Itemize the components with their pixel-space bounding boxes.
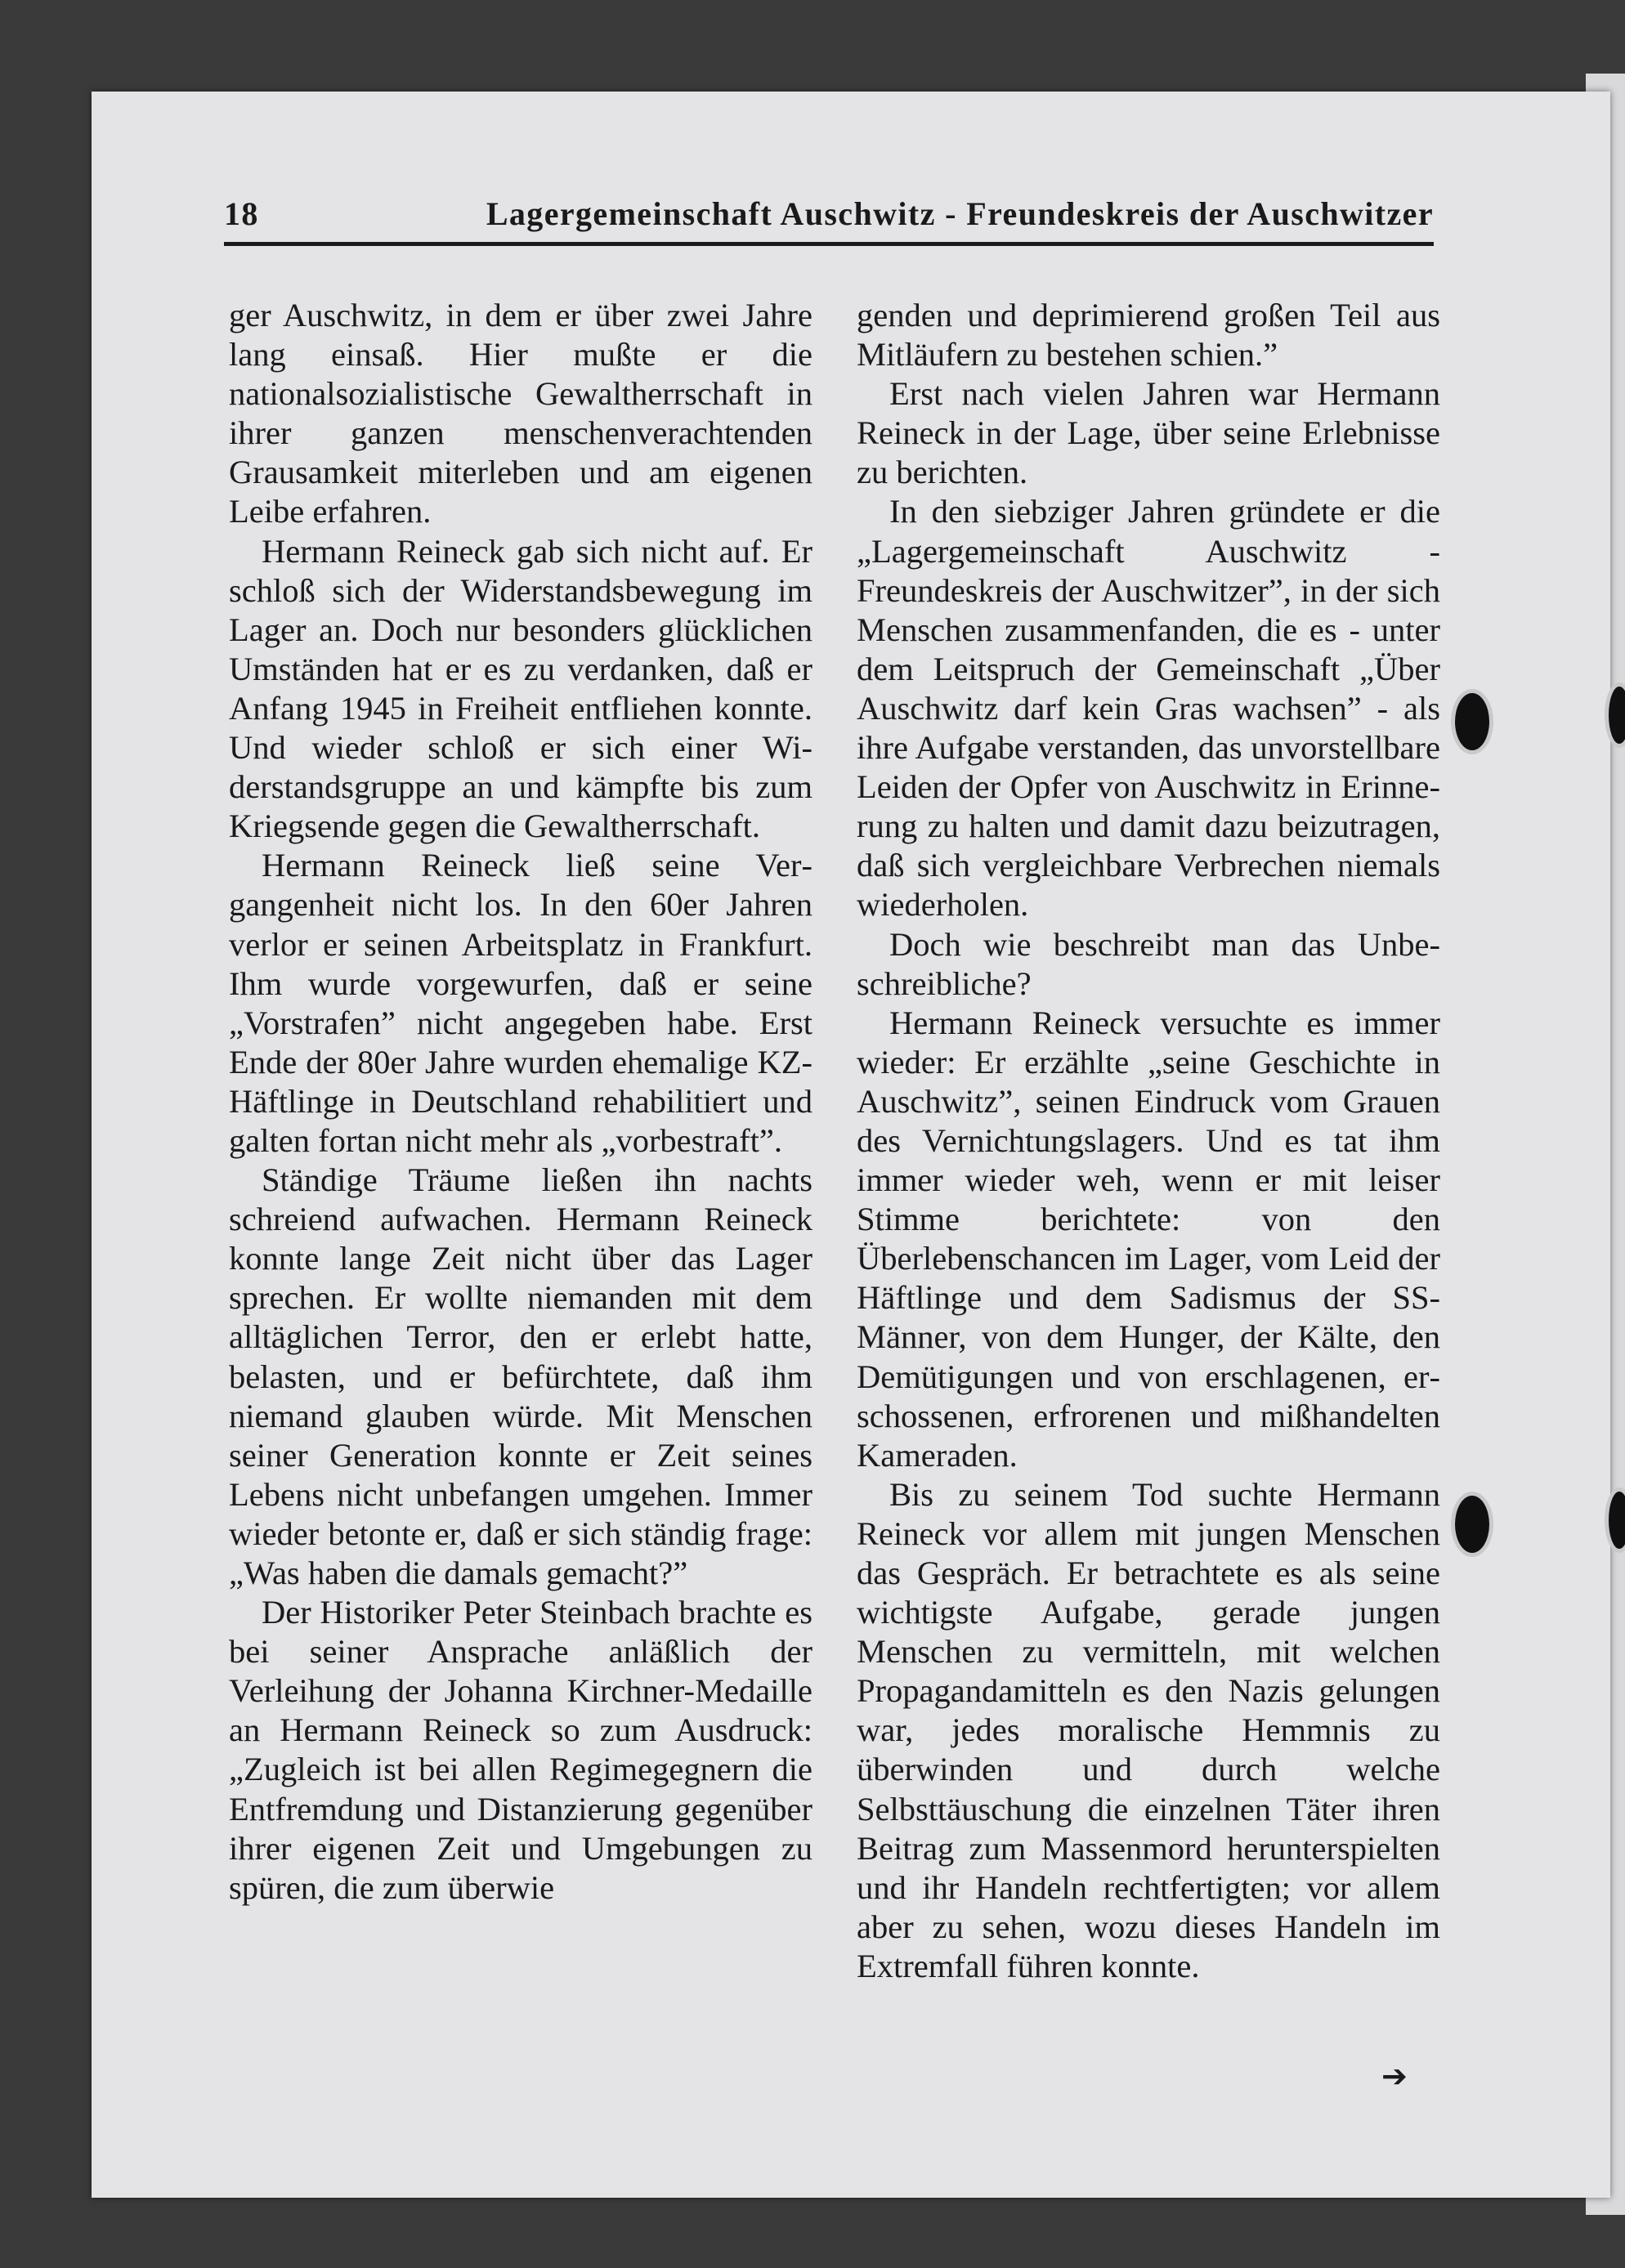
- paragraph: Ständige Träume ließen ihn nachts schreiend aufwachen. Hermann Reineck konnte lange Zeit nicht über das Lager sprechen. Er wollte niemanden mit dem alltäglichen Terror, den er erlebt hatte, belasten, und er befürchtete, daß ihm niemand glauben würde. Mit Menschen seiner Generation konnte er Zeit seines Lebens nicht unbefangen umgehen. Immer wieder betonte er, daß er sich ständig frage: „Was haben die damals gemacht?”: [229, 1161, 812, 1591]
- paragraph: Hermann Reineck gab sich nicht auf. Er schloß sich der Widerstandsbewegung im Lager an. Doch nur besonders glücklichen Umständen hat er es zu verdanken, daß er Anfang 1945 in Freiheit entfliehen konnte. Und wieder schloß er sich einer Widerstandsgruppe an und kämpfte bis zum Kriegsende gegen die Gewaltherrschaft.: [229, 532, 812, 845]
- paragraph: Erst nach vielen Jahren war Hermann Reineck in der Lage, über seine Erlebnisse zu berichten.: [857, 375, 1440, 491]
- continuation-arrow-icon: ➔: [1381, 2058, 1408, 2094]
- paragraph: Hermann Reineck versuchte es immer wieder: Er erzählte „seine Geschichte in Auschwitz”, seinen Eindruck vom Grauen des Vernichtungslagers. Und es tat ihm immer wieder weh, wenn er mit leiser Stimme berichtete: von den Überlebenschancen im Lager, vom Leid der Häftlinge und dem Sadismus der SS-Männer, von dem Hunger, der Kälte, den Demütigungen und von erschlagenen, erschossenen, erfrorenen und mißhandelten Kameraden.: [857, 1004, 1440, 1474]
- paragraph: Der Historiker Peter Steinbach brachte es bei seiner Ansprache anläßlich der Verleihung der Johanna Kirchner-Medaille an Hermann Reineck so zum Ausdruck: „Zugleich ist bei allen Regimegegnern die Entfremdung und Distanzierung gegenüber ihrer eigenen Zeit und Umgebungen zu spüren, die zum überwie: [229, 1594, 812, 1906]
- punch-hole-icon: [1455, 1496, 1489, 1553]
- paragraph: ger Auschwitz, in dem er über zwei Jahre lang einsaß. Hier mußte er die nationalsozialistische Gewaltherrschaft in ihrer ganzen menschenverachtenden Grausamkeit miterleben und am eigenen Leibe erfahren.: [229, 297, 812, 530]
- page-header: [224, 190, 1434, 234]
- paragraph: Hermann Reineck ließ seine Vergangenheit nicht los. In den 60er Jahren verlor er seinen Arbeitsplatz in Frankfurt. Ihm wurde vorgewurfen, daß er seine „Vorstrafen” nicht angegeben habe. Erst Ende der 80er Jahre wurden ehemalige KZ-Häftlinge in Deutschland rehabilitiert und galten fortan nicht mehr als „vorbestraft”.: [229, 847, 812, 1159]
- punch-hole-icon: [1609, 1492, 1625, 1549]
- right-column: [857, 296, 1440, 1986]
- paragraph: genden und deprimierend großen Teil aus Mitläufern zu bestehen schien.”: [857, 297, 1440, 374]
- left-column: [229, 296, 812, 1908]
- paragraph: Bis zu seinem Tod suchte Hermann Reineck vor allem mit jungen Menschen das Gespräch. Er betrachtete es als seine wichtigste Aufgabe, gerade jungen Menschen zu vermitteln, mit welchen Propagandamitteln es den Nazis gelungen war, jedes moralische Hemmnis zu überwinden und durch welche Selbsttäuschung die einzelnen Täter ihren Beitrag zum Massenmord herunterspielten und ihr Handeln rechtfertigten; vor allem aber zu sehen, wozu dieses Handeln im Extremfall führen konnte.: [857, 1475, 1440, 1984]
- paragraph: Doch wie beschreibt man das Unbeschreibliche?: [857, 925, 1440, 1002]
- paragraph: In den siebziger Jahren gründete er die „Lagergemeinschaft Auschwitz - Freundeskreis der Auschwitzer”, in der sich Menschen zusammenfanden, die es - unter dem Leitspruch der Gemeinschaft „Über Auschwitz darf kein Gras wachsen” - als ihre Aufgabe verstanden, das unvorstellbare Leiden der Opfer von Auschwitz in Erinnerung zu halten und damit dazu beizutragen, daß sich vergleichbare Verbrechen niemals wiederholen.: [857, 493, 1440, 924]
- page-number: 18: [224, 195, 259, 232]
- punch-hole-icon: [1609, 687, 1625, 744]
- header-rule: [224, 242, 1434, 246]
- running-title: Lagergemeinschaft Auschwitz - Freundeskreis der Auschwitzer: [486, 195, 1434, 232]
- punch-hole-icon: [1455, 693, 1489, 750]
